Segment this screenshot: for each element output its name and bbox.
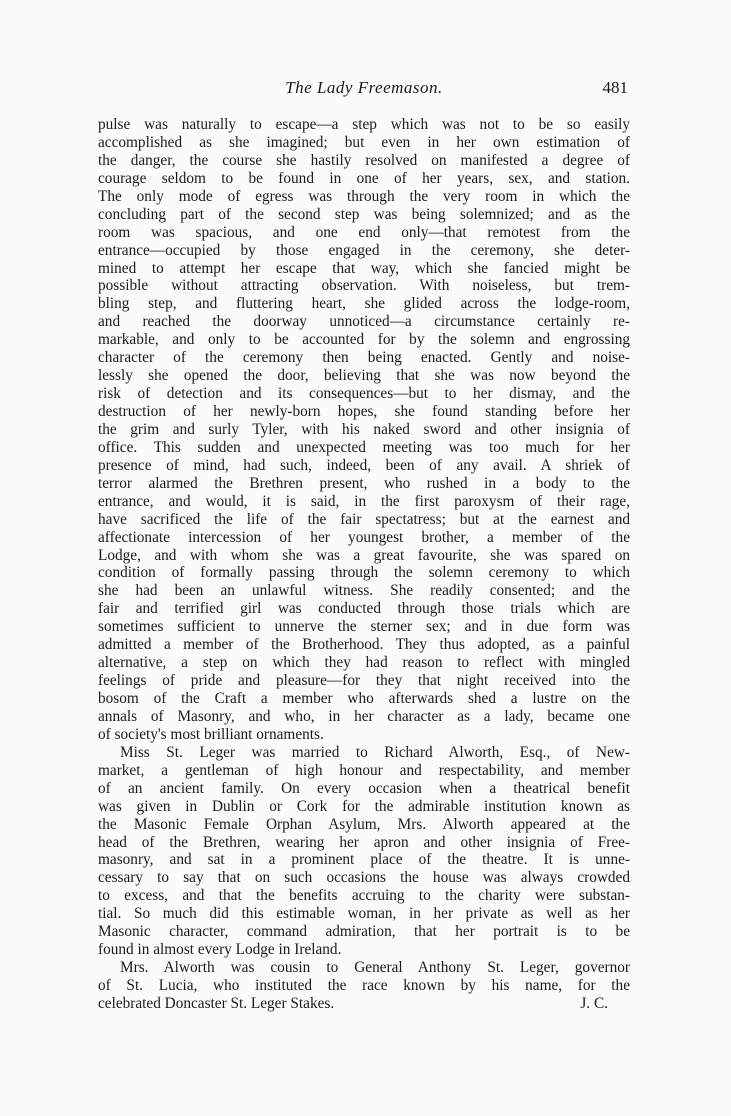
text-line: affectionate intercession of her youngest brother, a member of the bbox=[98, 528, 630, 546]
text-line: and reached the doorway unnoticed—a circumstance certainly re- bbox=[98, 313, 630, 331]
text-line: mined to attempt her escape that way, which she fancied might be bbox=[98, 259, 630, 277]
text-line: possible without attracting observation. With noiseless, but trem- bbox=[98, 277, 630, 295]
text-line: cessary to say that on such occasions the house was always crowded bbox=[98, 869, 630, 887]
text-line: Masonic character, command admiration, that her portrait is to be bbox=[98, 923, 630, 941]
text-line: tial. So much did this estimable woman, in her private as well as her bbox=[98, 905, 630, 923]
text-line: terror alarmed the Brethren present, who rushed in a body to the bbox=[98, 474, 630, 492]
text-line: the grim and surly Tyler, with his naked sword and other insignia of bbox=[98, 420, 630, 438]
running-head bbox=[98, 78, 630, 102]
text-line: of society's most brilliant ornaments. bbox=[98, 725, 324, 743]
text-line: celebrated Doncaster St. Leger Stakes. bbox=[98, 994, 335, 1012]
closing-line bbox=[98, 995, 630, 1013]
text-line: masonry, and sat in a prominent place of the theatre. It is unne- bbox=[98, 851, 630, 869]
text-line: room was spacious, and one end only—that remotest from the bbox=[98, 223, 630, 241]
text-line: fair and terrified girl was conducted through those trials which are bbox=[98, 600, 630, 618]
text-line: annals of Masonry, and who, in her character as a lady, became one bbox=[98, 707, 630, 725]
text-line: bosom of the Craft a member who afterwards shed a lustre on the bbox=[98, 690, 630, 707]
text-line: destruction of her newly-born hopes, she found standing before her bbox=[98, 403, 630, 420]
text-line: to excess, and that the benefits accruing to the charity were substan- bbox=[98, 887, 630, 905]
text-line: entrance, and would, it is said, in the first paroxysm of their rage, bbox=[98, 492, 630, 510]
text-line: the danger, the course she hastily resolved on manifested a degree of bbox=[98, 151, 630, 169]
text-line: pulse was naturally to escape—a step which was not to be so easily bbox=[98, 116, 630, 133]
text-line: concluding part of the second step was being solemnized; and as the bbox=[98, 205, 630, 223]
text-line: The only mode of egress was through the very room in which the bbox=[98, 187, 630, 205]
text-line: lessly she opened the door, believing that she was now beyond the bbox=[98, 367, 630, 385]
text-line: she had been an unlawful witness. She readily consented; and the bbox=[98, 582, 630, 600]
text-line: office. This sudden and unexpected meeting was too much for her bbox=[98, 438, 630, 456]
text-line: sometimes sufficient to unnerve the sterner sex; and in due form was bbox=[98, 618, 630, 636]
text-line: the Masonic Female Orphan Asylum, Mrs. Alworth appeared at the bbox=[98, 815, 630, 833]
author-signature: J. C. bbox=[580, 994, 608, 1012]
text-line: entrance—occupied by those engaged in the ceremony, she deter- bbox=[98, 241, 630, 259]
text-line: condition of formally passing through the solemn ceremony to which bbox=[98, 564, 630, 582]
text-line: alternative, a step on which they had reason to reflect with mingled bbox=[98, 654, 630, 672]
running-title: The Lady Freemason. bbox=[285, 78, 443, 97]
text-line: head of the Brethren, wearing her apron and other insignia of Free- bbox=[98, 833, 630, 851]
text-line: found in almost every Lodge in Ireland. bbox=[98, 941, 342, 959]
text-line: of an ancient family. On every occasion when a theatrical benefit bbox=[98, 779, 630, 797]
text-line: courage seldom to be found in one of her years, sex, and station. bbox=[98, 169, 630, 187]
text-line: Miss St. Leger was married to Richard Alworth, Esq., of New- bbox=[120, 743, 630, 761]
text-line: Mrs. Alworth was cousin to General Anthony St. Leger, governor bbox=[120, 959, 630, 977]
body-text bbox=[98, 116, 630, 1013]
text-line: have sacrificed the life of the fair spectatress; but at the earnest and bbox=[98, 510, 630, 528]
text-line: feelings of pride and pleasure—for they that night received into the bbox=[98, 672, 630, 690]
text-line: Lodge, and with whom she was a great favourite, she was spared on bbox=[98, 546, 630, 564]
text-line: was given in Dublin or Cork for the admirable institution known as bbox=[98, 797, 630, 815]
text-line: character of the ceremony then being enacted. Gently and noise- bbox=[98, 349, 630, 367]
text-line: accomplished as she imagined; but even in her own estimation of bbox=[98, 133, 630, 151]
text-line: markable, and only to be accounted for by the solemn and engrossing bbox=[98, 331, 630, 349]
text-line: admitted a member of the Brotherhood. They thus adopted, as a painful bbox=[98, 636, 630, 654]
text-line: market, a gentleman of high honour and respectability, and member bbox=[98, 761, 630, 779]
text-line: presence of mind, had such, indeed, been of any avail. A shriek of bbox=[98, 456, 630, 474]
text-line: bling step, and fluttering heart, she glided across the lodge-room, bbox=[98, 295, 630, 313]
page-number: 481 bbox=[602, 78, 628, 97]
text-line: of St. Lucia, who instituted the race known by his name, for the bbox=[98, 977, 630, 994]
text-line: risk of detection and its consequences—but to her dismay, and the bbox=[98, 385, 630, 403]
